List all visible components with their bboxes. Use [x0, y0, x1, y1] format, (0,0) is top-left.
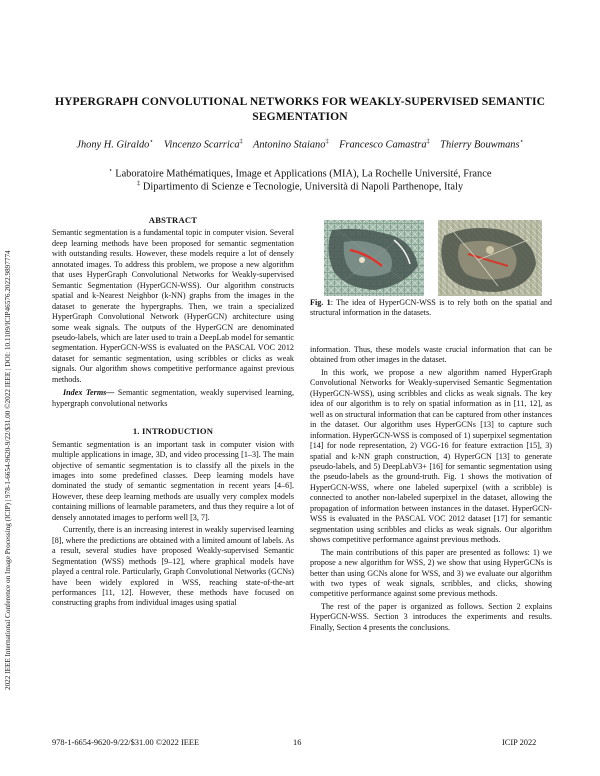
introduction-heading: 1. INTRODUCTION	[132, 426, 214, 437]
author-3-mark: ‡	[325, 138, 329, 145]
figure-1-label: Fig. 1	[310, 298, 331, 307]
author-4: Francesco Camastra	[339, 139, 427, 151]
figure-1	[310, 220, 552, 296]
figure-1-caption	[310, 298, 552, 319]
abstract-heading: ABSTRACT	[148, 215, 198, 225]
authors	[30, 137, 570, 150]
title-line-2: SEGMENTATION	[252, 110, 348, 123]
intro-paragraph-2: Currently, there is an increasing interest in weakly supervised learning [8], where the predictions are obtained with a limited amount of labels. As a result, several studies have proposed Weakly-supervised Semantic Segmentation (WSS) methods [9–12], where graphical models have played a central role. Particularly, Graph Convolutional Networks (GCNs) have been widely explored in WSS, reaching state-of-the-art performances [11, 12]. However, these methods have focused on constructing graphs from individual images using spatial	[52, 525, 294, 608]
affiliation-2-mark: ‡	[136, 180, 141, 187]
figure-image-graph	[438, 220, 542, 296]
author-5: Thierry Bouwmans	[440, 139, 520, 151]
affiliation-1-text: Laboratoire Mathématiques, Image et Applications (MIA), La Rochelle Université, France	[115, 168, 492, 180]
index-terms-label: Index Terms—	[63, 388, 115, 398]
footer-page-number: 16	[293, 738, 302, 747]
affiliation-2-text: Dipartimento di Scienze e Tecnologie, Università di Napoli Parthenope, Italy	[142, 181, 464, 193]
right-paragraph-3: The main contributions of this paper are presented as follows: 1) we propose a new algorithm for WSS, 2) we show that using HyperGCNs is better than using GCNs alone for WSS, and 3) we evaluate our algorithm with two types of weak signals, scribbles, and clicks, showing competitive performance against some previous methods.	[310, 547, 552, 599]
index-terms	[52, 388, 294, 409]
right-paragraph-2: In this work, we propose a new algorithm named HyperGraph Convolutional Networks for Weakly-supervised Semantic Segmentation (HyperGCN-WSS), using scribbles and clicks as weak signals. The key idea of our algorithm is to rely on spatial information as in [11, 12], as well as on structural information that can be captured from other instances in the dataset. Our algorithm uses HyperGCNs [13] to capture such information. HyperGCN-WSS is composed of 1) superpixel segmentation [14] for node representation, 2) VGG-16 for feature extraction [15], 3) spatial and k-NN graph construction, 4) HyperGCN [13] to generate pseudo-labels, and 5) DeepLabV3+ [16] for semantic segmentation using the pseudo-labels as the ground-truth. Fig. 1 shows the motivation of HyperGCN-WSS, where one labeled superpixel (with a scribble) is connected to another non-labeled superpixel in the dataset, allowing the propagation of information between instances in the dataset. HyperGCN-WSS is evaluated in the PASCAL VOC 2012 dataset [17] for semantic segmentation using scribbles and clicks as weak signals. Our algorithm shows competitive performance against previous methods.	[310, 367, 552, 545]
footer-conference: ICIP 2022	[502, 738, 537, 747]
left-column	[52, 215, 294, 609]
author-1: Jhony H. Giraldo	[76, 139, 150, 151]
affiliation-1-mark: ⋆	[108, 167, 113, 174]
author-2: Vincenzo Scarrica	[163, 139, 240, 151]
author-5-mark: ⋆	[519, 138, 524, 145]
right-column	[310, 345, 552, 633]
affiliation-1	[30, 166, 570, 179]
side-note-text: 2022 IEEE International Conference on Image Processing (ICIP) | 978-1-6654-9620-9/22/$31.00 ©2022 IEEE | DOI: 10.1109/ICIP46576.2022.9897774	[4, 250, 12, 690]
affiliation-2	[30, 180, 570, 192]
footer-isbn: 978-1-6654-9620-9/22/$31.00 ©2022 IEEE	[52, 738, 200, 747]
author-1-mark: ⋆	[149, 138, 154, 145]
intro-paragraph-1: Semantic segmentation is an important task in computer vision with multiple applications in image, 3D, and video processing [1–3]. The main objective of semantic segmentation is to classify all the pixels in the images into some predefined classes. Deep learning models have dominated the study of semantic segmentation in recent years [4–6]. However, these deep learning methods are usually very complex models containing millions of learnable parameters, and thus they require a lot of densely annotated images to perform well [3, 7].	[52, 439, 294, 522]
title-line-1: HYPERGRAPH CONVOLUTIONAL NETWORKS FOR WEAKLY-SUPERVISED SEMANTIC	[54, 95, 546, 108]
right-paragraph-4: The rest of the paper is organized as follows. Section 2 explains HyperGCN-WSS. Section 3 introduces the experiments and results. Finally, Section 4 presents the conclusions.	[310, 601, 552, 632]
figure-1-caption-text: : The idea of HyperGCN-WSS is to rely both on the spatial and structural information in the datasets.	[310, 298, 552, 318]
right-paragraph-1: information. Thus, these models waste crucial information that can be obtained from other images in the dataset.	[310, 345, 552, 365]
side-note	[4, 130, 18, 690]
author-4-mark: ‡	[426, 138, 430, 145]
paper-title	[40, 94, 560, 124]
author-3: Antonino Staiano	[252, 139, 326, 151]
figure-image-scribble	[324, 220, 424, 296]
index-terms-text: Semantic segmentation, weakly supervised learning, hypergraph convolutional networks	[52, 388, 294, 408]
abstract-text: Semantic segmentation is a fundamental topic in computer vision. Several deep learning methods have been proposed for semantic segmentation with outstanding results. However, these models require a lot of densely annotated images. To address this problem, we propose a new algorithm that uses HyperGraph Convolutional Networks for Weakly-supervised Semantic Segmentation (HyperGCN-WSS). Our algorithm constructs spatial and k-Nearest Neighbor (k-NN) graphs from the images in the dataset to generate the hypergraphs. Then, we train a specialized HyperGraph Convolutional Network (HyperGCN) architecture using some weak signals. The outputs of the HyperGCN are denominated pseudo-labels, which are later used to train a DeepLab model for semantic segmentation. HyperGCN-WSS is evaluated on the PASCAL VOC 2012 dataset for semantic segmentation, using scribbles or clicks as weak signals. Our algorithm shows competitive performance against previous methods.	[52, 228, 294, 384]
author-2-mark: ‡	[239, 138, 243, 145]
